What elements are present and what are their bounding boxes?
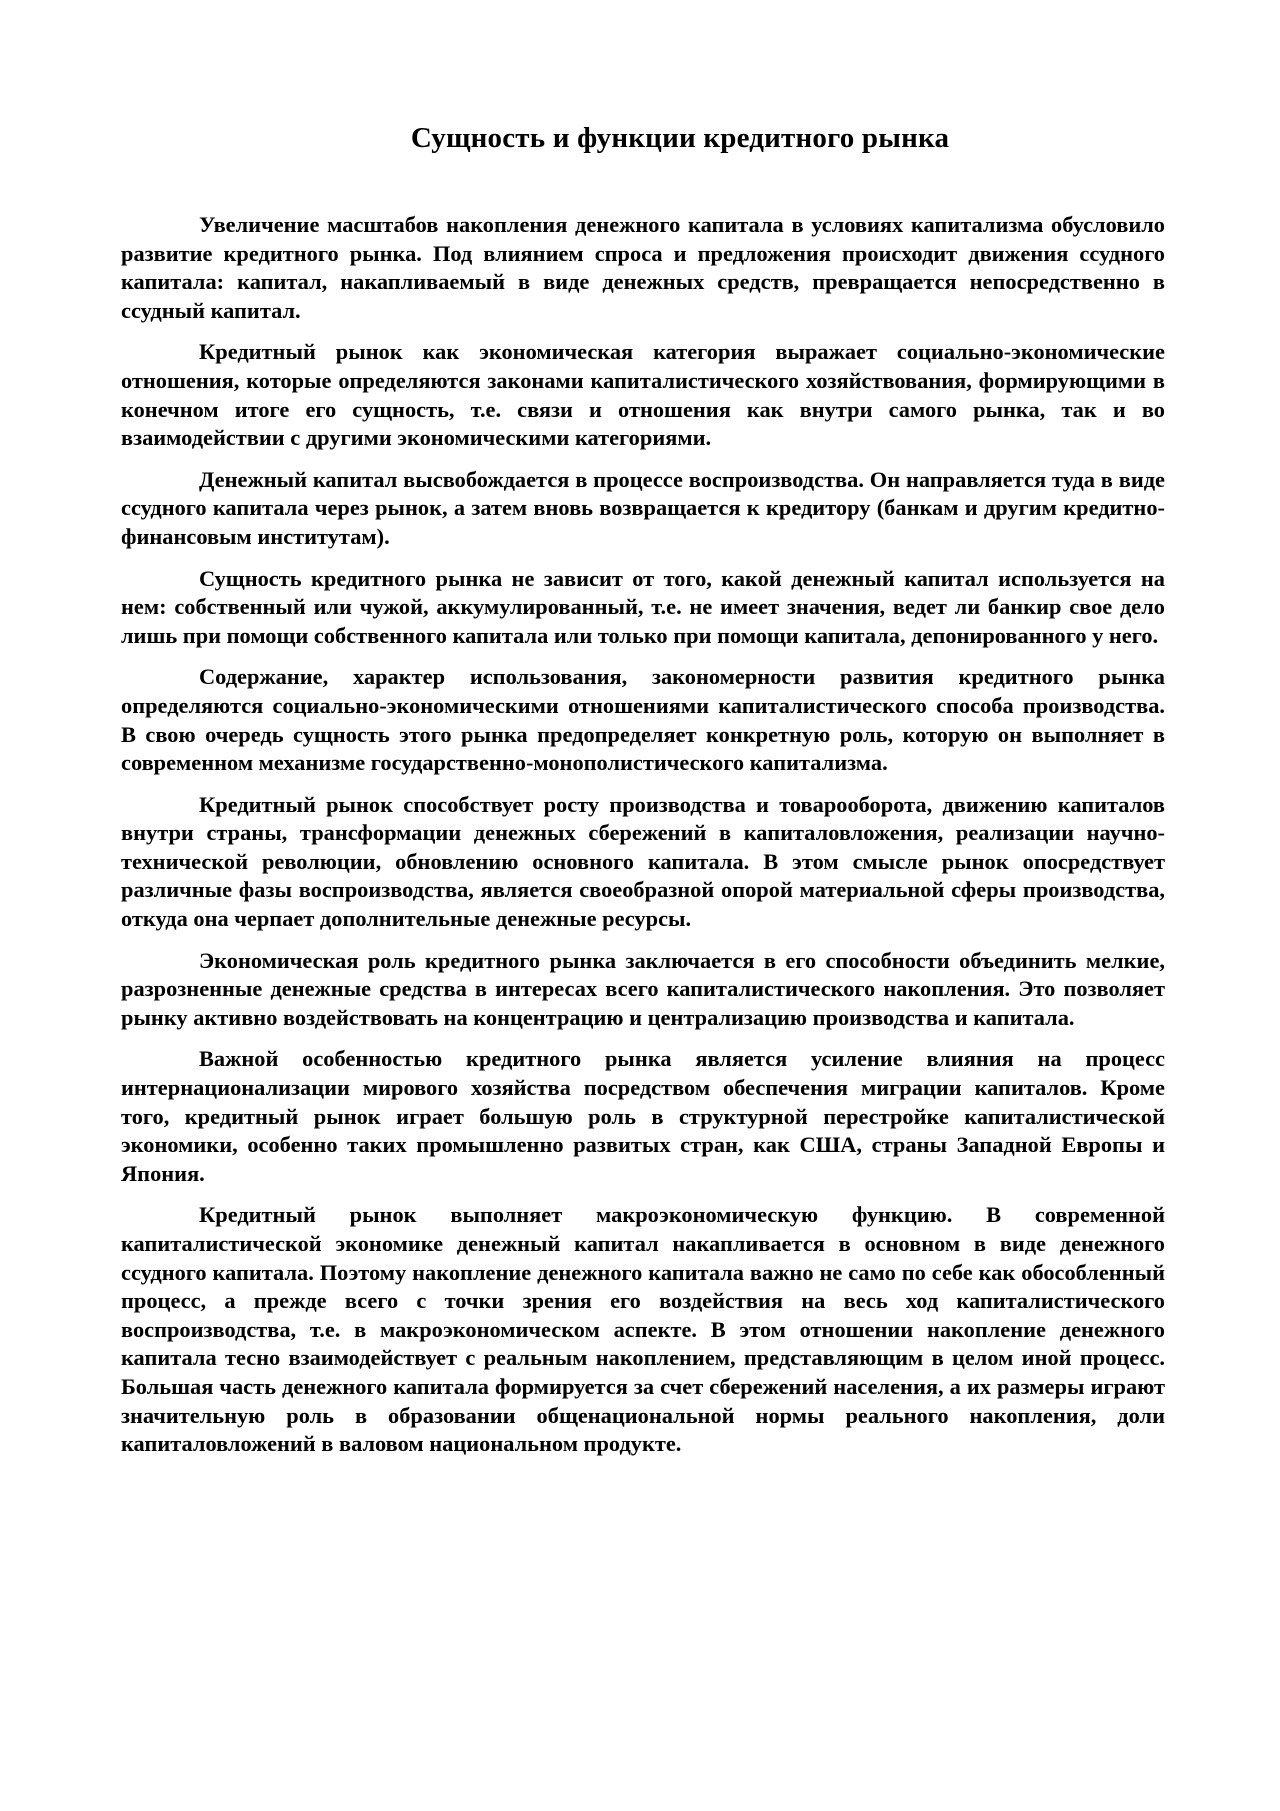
paragraph-3: Денежный капитал высвобождается в процессе воспроизводства. Он направляется туда в виде ссудного капитала через рынок, а затем вновь возвращается к кредитору (банкам и другим кредитно-финансовым институтам). [121,466,1165,549]
page-title: Сущность и функции кредитного рынка [410,122,950,154]
document-body [121,211,1165,1472]
paragraph-8: Важной особенностью кредитного рынка является усиление влияния на процесс интернационализации мирового хозяйства посредством обеспечения миграции капиталов. Кроме того, кредитный рынок играет большую роль в структурной перестройке капиталистической экономики, особенно таких промышленно развитых стран, как США, страны Западной Европы и Япония. [121,1046,1165,1186]
paragraph-2: Кредитный рынок как экономическая категория выражает социально-экономические отношения, которые определяются законами капиталистического хозяйствования, формирующими в конечном итоге его сущность, т.е. связи и отношения как внутри самого рынка, так и во взаимодействии с другими экономическими категориями. [121,339,1165,451]
paragraph-9: Кредитный рынок выполняет макроэкономическую функцию. В современной капиталистической экономике денежный капитал накапливается в основном в виде денежного ссудного капитала. Поэтому накопление денежного капитала важно не само по себе как обособленный процесс, а прежде всего с точки зрения его воздействия на весь ход капиталистического воспроизводства, т.е. в макроэкономическом аспекте. В этом отношении накопление денежного капитала тесно взаимодействует с реальным накоплением, представляющим в целом иной процесс. Большая часть денежного капитала формируется за счет сбережений населения, а их размеры играют значительную роль в образовании общенациональной нормы реального накопления, доли капиталовложений в валовом национальном продукте. [121,1202,1165,1457]
paragraph-4: Сущность кредитного рынка не зависит от того, какой денежный капитал используется на нем: собственный или чужой, аккумулированный, т.е. не имеет значения, ведет ли банкир свое дело лишь при помощи собственного капитала или только при помощи капитала, депонированного у него. [121,565,1165,648]
paragraph-1: Увеличение масштабов накопления денежного капитала в условиях капитализма обусловило развитие кредитного рынка. Под влиянием спроса и предложения происходит движения ссудного капитала: капитал, накапливаемый в виде денежных средств, превращается непосредственно в ссудный капитал. [121,212,1165,323]
paragraph-5: Содержание, характер использования, закономерности развития кредитного рынка определяются социально-экономическими отношениями капиталистического способа производства. В свою очередь сущность этого рынка предопределяет конкретную роль, которую он выполняет в современном механизме государственно-монополистического капитализма. [121,664,1165,776]
paragraph-6: Кредитный рынок способствует росту производства и товарооборота, движению капиталов внутри страны, трансформации денежных сбережений в капиталовложения, реализации научно-технической революции, обновлению основного капитала. В этом смысле рынок опосредствует различные фазы воспроизводства, является своеобразной опорой материальной сферы производства, откуда она черпает дополнительные денежные ресурсы. [121,791,1165,932]
paragraph-7: Экономическая роль кредитного рынка заключается в его способности объединить мелкие, разрозненные денежные средства в интересах всего капиталистического накопления. Это позволяет рынку активно воздействовать на концентрацию и централизацию производства и капитала. [121,947,1165,1030]
